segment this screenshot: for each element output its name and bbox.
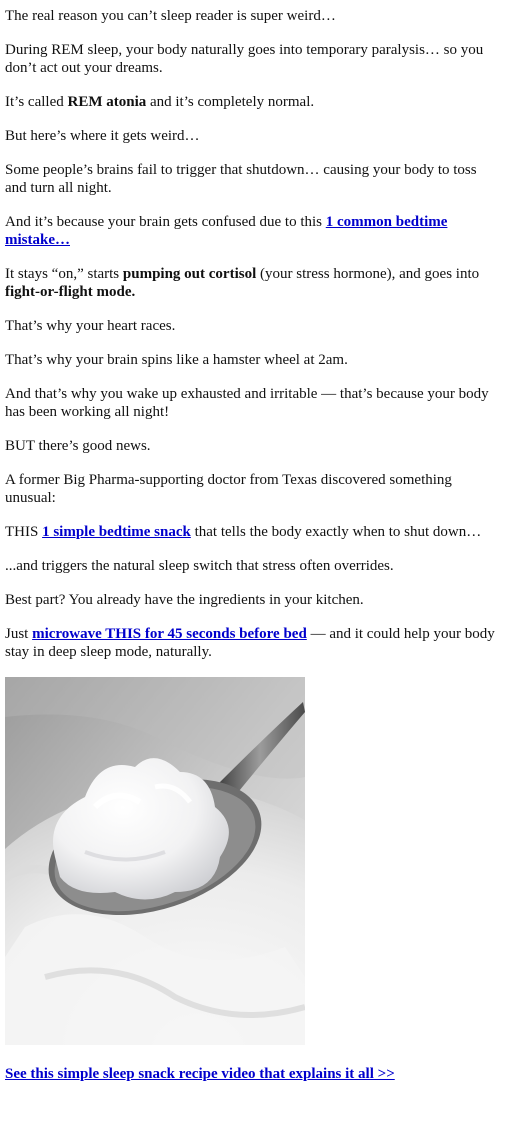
- microwave-link[interactable]: microwave THIS for 45 seconds before bed: [32, 626, 307, 642]
- paragraph-cortisol: [5, 265, 497, 301]
- paragraph-mistake: [5, 213, 497, 249]
- paragraph-heart: That’s why your heart races.: [5, 318, 176, 334]
- paragraph-good-news: BUT there’s good news.: [5, 438, 151, 454]
- text: (your stress hormone), and goes into: [256, 266, 480, 282]
- paragraph-rem-atonia: [5, 93, 497, 111]
- snack-image[interactable]: [5, 677, 305, 1045]
- bedtime-mistake-link[interactable]: 1 common bedtime mistake…: [5, 214, 448, 248]
- paragraph-intro: The real reason you can’t sleep reader is super weird…: [5, 8, 336, 24]
- paragraph-exhausted: And that’s why you wake up exhausted and irritable — that’s because your body has been working all night!: [5, 386, 489, 420]
- paragraph-shutdown: Some people’s brains fail to trigger that shutdown… causing your body to toss and turn all night.: [5, 162, 477, 196]
- text: Just: [5, 626, 33, 642]
- paragraph-sleep-switch: ...and triggers the natural sleep switch that stress often overrides.: [5, 558, 394, 574]
- paragraph-microwave: [5, 625, 497, 661]
- text: And it’s because your brain gets confused due to this: [5, 214, 326, 230]
- paragraph-ingredients: Best part? You already have the ingredients in your kitchen.: [5, 592, 364, 608]
- bold-text: REM atonia: [67, 94, 147, 110]
- bold-text: fight-or-flight mode.: [5, 284, 136, 300]
- paragraph-snack: [5, 523, 497, 541]
- text: that tells the body exactly when to shut down…: [190, 524, 482, 540]
- paragraph-brain-spins: That’s why your brain spins like a hamster wheel at 2am.: [5, 352, 348, 368]
- text: It stays “on,” starts: [5, 266, 123, 282]
- recipe-video-link[interactable]: See this simple sleep snack recipe video that explains it all >>: [5, 1066, 395, 1082]
- bedtime-snack-link[interactable]: 1 simple bedtime snack: [42, 524, 191, 540]
- text: and it’s completely normal.: [146, 94, 315, 110]
- bold-text: pumping out cortisol: [122, 266, 257, 282]
- text: — and it could help your body stay in deep sleep mode, naturally.: [5, 626, 495, 660]
- paragraph-doctor: A former Big Pharma-supporting doctor from Texas discovered something unusual:: [5, 472, 452, 506]
- text: It’s called: [5, 94, 68, 110]
- paragraph-weird: But here’s where it gets weird…: [5, 128, 200, 144]
- paragraph-rem-paralysis: During REM sleep, your body naturally goes into temporary paralysis… so you don’t act out your dreams.: [5, 42, 484, 76]
- text: THIS: [5, 524, 43, 540]
